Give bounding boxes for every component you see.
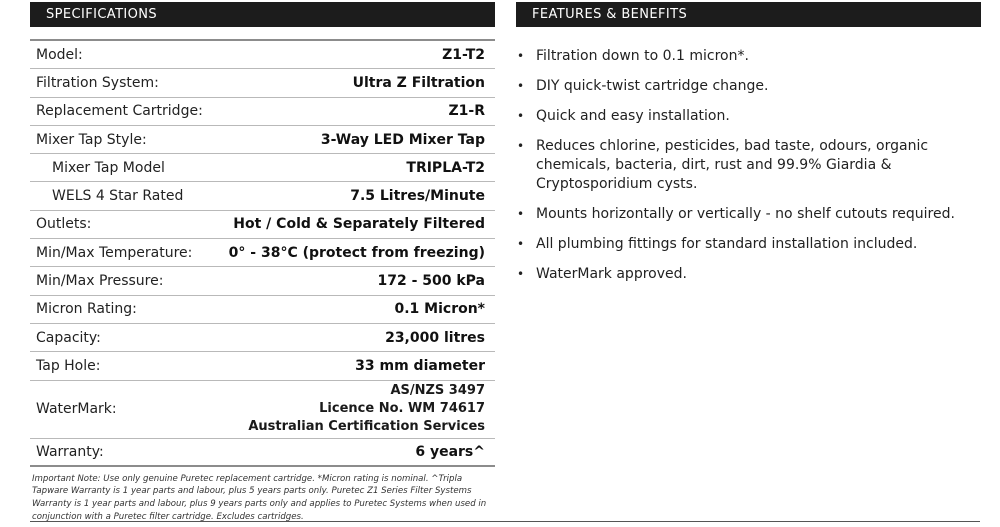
list-item [516, 137, 981, 194]
bullet-icon: • [517, 267, 525, 281]
spec-row-micron-rating [30, 296, 495, 324]
spec-row-mixer-tap-style [30, 126, 495, 154]
bullet-icon: • [517, 139, 525, 153]
spec-row-outlets [30, 211, 495, 239]
spec-label: Filtration System: [36, 74, 159, 91]
list-item [516, 265, 981, 284]
feature-text: Filtration down to 0.1 micron*. [536, 48, 749, 64]
list-item [516, 205, 981, 224]
spec-label: Capacity: [36, 329, 101, 346]
spec-value: 0.1 Micron* [394, 301, 485, 318]
spec-row-mixer-tap-model [30, 154, 495, 182]
spec-row-wels-rating [30, 182, 495, 210]
bullet-icon: • [517, 79, 525, 93]
features-panel [516, 2, 981, 295]
spec-label: WaterMark: [36, 401, 117, 418]
spec-row-filtration-system [30, 69, 495, 97]
bullet-icon: • [517, 109, 525, 123]
spec-row-model [30, 41, 495, 69]
specifications-panel [30, 2, 495, 523]
features-header: FEATURES & BENEFITS [516, 2, 981, 27]
feature-text: Quick and easy installation. [536, 108, 730, 124]
spec-value: 172 - 500 kPa [377, 273, 485, 290]
spec-value: 6 years^ [415, 443, 485, 460]
bullet-icon: • [517, 237, 525, 251]
feature-text: All plumbing fittings for standard installation included. [536, 236, 918, 252]
spec-label: Mixer Tap Style: [36, 131, 147, 148]
spec-value-watermark [248, 382, 485, 436]
spec-label: WELS 4 Star Rated [52, 188, 184, 205]
spec-label: Min/Max Pressure: [36, 273, 164, 290]
feature-text: WaterMark approved. [536, 266, 687, 282]
spec-row-tap-hole [30, 352, 495, 380]
spec-value: 3-Way LED Mixer Tap [320, 131, 485, 148]
spec-row-replacement-cartridge [30, 98, 495, 126]
spec-label: Micron Rating: [36, 301, 137, 318]
spec-value: 0° - 38°C (protect from freezing) [228, 244, 485, 261]
list-item [516, 107, 981, 126]
spec-label: Min/Max Temperature: [36, 244, 193, 261]
list-item [516, 235, 981, 254]
watermark-licence: Licence No. WM 74617 [319, 401, 485, 417]
spec-row-watermark [30, 381, 495, 439]
spec-value: Hot / Cold & Separately Filtered [233, 216, 485, 233]
spec-value: Z1-T2 [442, 46, 485, 63]
feature-text: DIY quick-twist cartridge change. [536, 78, 769, 94]
bullet-icon: • [517, 207, 525, 221]
spec-label: Tap Hole: [36, 357, 101, 374]
spec-row-temperature [30, 239, 495, 267]
spec-value: Ultra Z Filtration [352, 74, 485, 91]
important-note: Important Note: Use only genuine Puretec replacement cartridge. *Micron rating is nominal. ^Tripla Tapware Warranty is 1 year parts and labour, plus 5 years parts only. Puretec Z1 Series Filter Systems Warranty is 1 year parts and labour, plus 9 years parts only and applies to Puretec Systems when used in conjunction with a Puretec filter cartridge. Excludes cartridges. [32, 473, 487, 522]
spec-label: Mixer Tap Model [52, 159, 165, 176]
watermark-certifier: Australian Certification Services [248, 419, 485, 435]
spec-value: Z1-R [448, 103, 485, 120]
spec-row-capacity [30, 324, 495, 352]
spec-value: 7.5 Litres/Minute [350, 188, 485, 205]
spec-label: Outlets: [36, 216, 92, 233]
features-list [516, 47, 981, 284]
spec-row-warranty [30, 439, 495, 467]
spec-label: Model: [36, 46, 83, 63]
spec-row-pressure [30, 267, 495, 295]
spec-label: Replacement Cartridge: [36, 103, 203, 120]
specifications-table [30, 39, 495, 467]
bottom-divider [30, 521, 980, 522]
list-item [516, 47, 981, 66]
specifications-header: SPECIFICATIONS [30, 2, 495, 27]
watermark-standard: AS/NZS 3497 [390, 383, 485, 399]
spec-value: TRIPLA-T2 [406, 159, 485, 176]
bullet-icon: • [517, 49, 525, 63]
spec-label: Warranty: [36, 443, 104, 460]
list-item [516, 77, 981, 96]
spec-value: 23,000 litres [385, 329, 485, 346]
spec-value: 33 mm diameter [355, 357, 485, 374]
feature-text: Reduces chlorine, pesticides, bad taste, odours, organic chemicals, bacteria, dirt, rust and 99.9% Giardia & Cryptosporidium cysts. [536, 138, 929, 192]
feature-text: Mounts horizontally or vertically - no shelf cutouts required. [536, 206, 955, 222]
